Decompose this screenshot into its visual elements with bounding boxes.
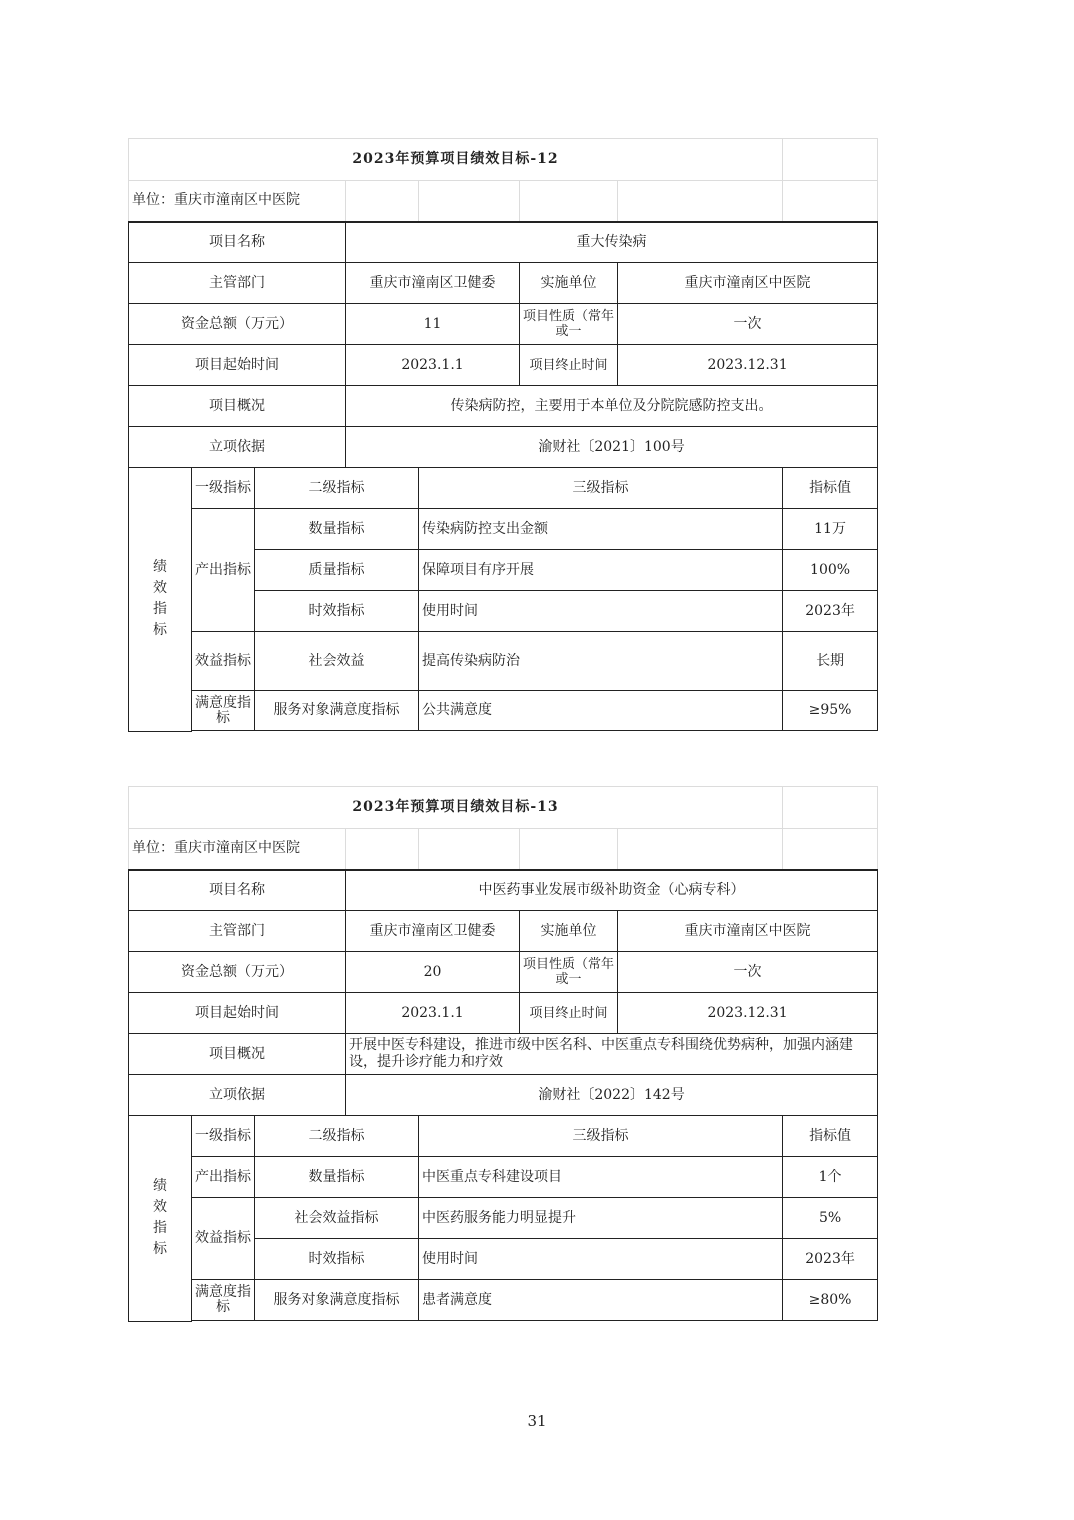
nature-value: 一次 [618,304,878,345]
dept-label: 主管部门 [129,911,346,952]
end-value: 2023.12.31 [618,345,878,386]
unit-label: 单位：重庆市潼南区中医院 [129,829,346,870]
impl-value: 重庆市潼南区中医院 [618,911,878,952]
dept-label: 主管部门 [129,263,346,304]
nature-label: 项目性质（常年或一 [520,952,618,993]
level1-cell: 产出指标 [192,1157,255,1198]
level1-header: 一级指标 [192,468,255,509]
level2-cell: 社会效益 [255,632,419,691]
start-value: 2023.1.1 [346,345,520,386]
basis-value: 渝财社〔2022〕142号 [346,1075,878,1116]
perf-label: 绩效指标 [129,468,192,732]
perf-label: 绩效指标 [129,1116,192,1322]
funds-value: 20 [346,952,520,993]
level2-cell: 社会效益指标 [255,1198,419,1239]
unit-label: 单位：重庆市潼南区中医院 [129,181,346,222]
basis-label: 立项依据 [129,427,346,468]
value-cell: 1个 [783,1157,878,1198]
value-cell: 2023年 [783,1239,878,1280]
level3-cell: 保障项目有序开展 [419,550,783,591]
level3-cell: 提高传染病防治 [419,632,783,691]
project-name-label: 项目名称 [129,870,346,911]
end-label: 项目终止时间 [520,993,618,1034]
level2-cell: 时效指标 [255,591,419,632]
level3-cell: 使用时间 [419,591,783,632]
value-cell: 5% [783,1198,878,1239]
impl-value: 重庆市潼南区中医院 [618,263,878,304]
level3-header: 三级指标 [419,468,783,509]
page-number: 31 [527,1412,547,1430]
dept-value: 重庆市潼南区卫健委 [346,911,520,952]
level3-cell: 中医重点专科建设项目 [419,1157,783,1198]
level1-header: 一级指标 [192,1116,255,1157]
performance-table-12 [128,138,878,732]
level3-header: 三级指标 [419,1116,783,1157]
level3-cell: 中医药服务能力明显提升 [419,1198,783,1239]
performance-table-13 [128,786,878,1322]
value-cell: ≥80% [783,1280,878,1321]
end-value: 2023.12.31 [618,993,878,1034]
level2-cell: 服务对象满意度指标 [255,1280,419,1321]
level2-header: 二级指标 [255,468,419,509]
level2-cell: 质量指标 [255,550,419,591]
dept-value: 重庆市潼南区卫健委 [346,263,520,304]
value-cell: 11万 [783,509,878,550]
level3-cell: 公共满意度 [419,691,783,731]
table-title: 2023年预算项目绩效目标-12 [129,139,783,181]
project-name-label: 项目名称 [129,222,346,263]
overview-value: 传染病防控，主要用于本单位及分院院感防控支出。 [346,386,878,427]
value-cell: ≥95% [783,691,878,731]
level3-cell: 患者满意度 [419,1280,783,1321]
level1-cell: 满意度指标 [192,1280,255,1321]
project-name-value: 中医药事业发展市级补助资金（心病专科） [346,870,878,911]
value-header: 指标值 [783,1116,878,1157]
value-header: 指标值 [783,468,878,509]
level2-cell: 数量指标 [255,1157,419,1198]
level1-cell: 满意度指标 [192,691,255,731]
funds-value: 11 [346,304,520,345]
impl-label: 实施单位 [520,263,618,304]
level3-cell: 使用时间 [419,1239,783,1280]
level1-cell: 效益指标 [192,1198,255,1280]
basis-value: 渝财社〔2021〕100号 [346,427,878,468]
start-label: 项目起始时间 [129,345,346,386]
overview-value: 开展中医专科建设，推进市级中医名科、中医重点专科围绕优势病种，加强内涵建设，提升诊疗能力和疗效 [346,1034,878,1075]
funds-label: 资金总额（万元） [129,952,346,993]
level2-cell: 服务对象满意度指标 [255,691,419,731]
level2-cell: 时效指标 [255,1239,419,1280]
table-title: 2023年预算项目绩效目标-13 [129,787,783,829]
level2-header: 二级指标 [255,1116,419,1157]
start-value: 2023.1.1 [346,993,520,1034]
level2-cell: 数量指标 [255,509,419,550]
value-cell: 长期 [783,632,878,691]
nature-value: 一次 [618,952,878,993]
basis-label: 立项依据 [129,1075,346,1116]
level3-cell: 传染病防控支出金额 [419,509,783,550]
value-cell: 2023年 [783,591,878,632]
level1-cell: 产出指标 [192,509,255,632]
start-label: 项目起始时间 [129,993,346,1034]
level1-cell: 效益指标 [192,632,255,691]
impl-label: 实施单位 [520,911,618,952]
overview-label: 项目概况 [129,386,346,427]
funds-label: 资金总额（万元） [129,304,346,345]
overview-label: 项目概况 [129,1034,346,1075]
end-label: 项目终止时间 [520,345,618,386]
project-name-value: 重大传染病 [346,222,878,263]
value-cell: 100% [783,550,878,591]
nature-label: 项目性质（常年或一 [520,304,618,345]
